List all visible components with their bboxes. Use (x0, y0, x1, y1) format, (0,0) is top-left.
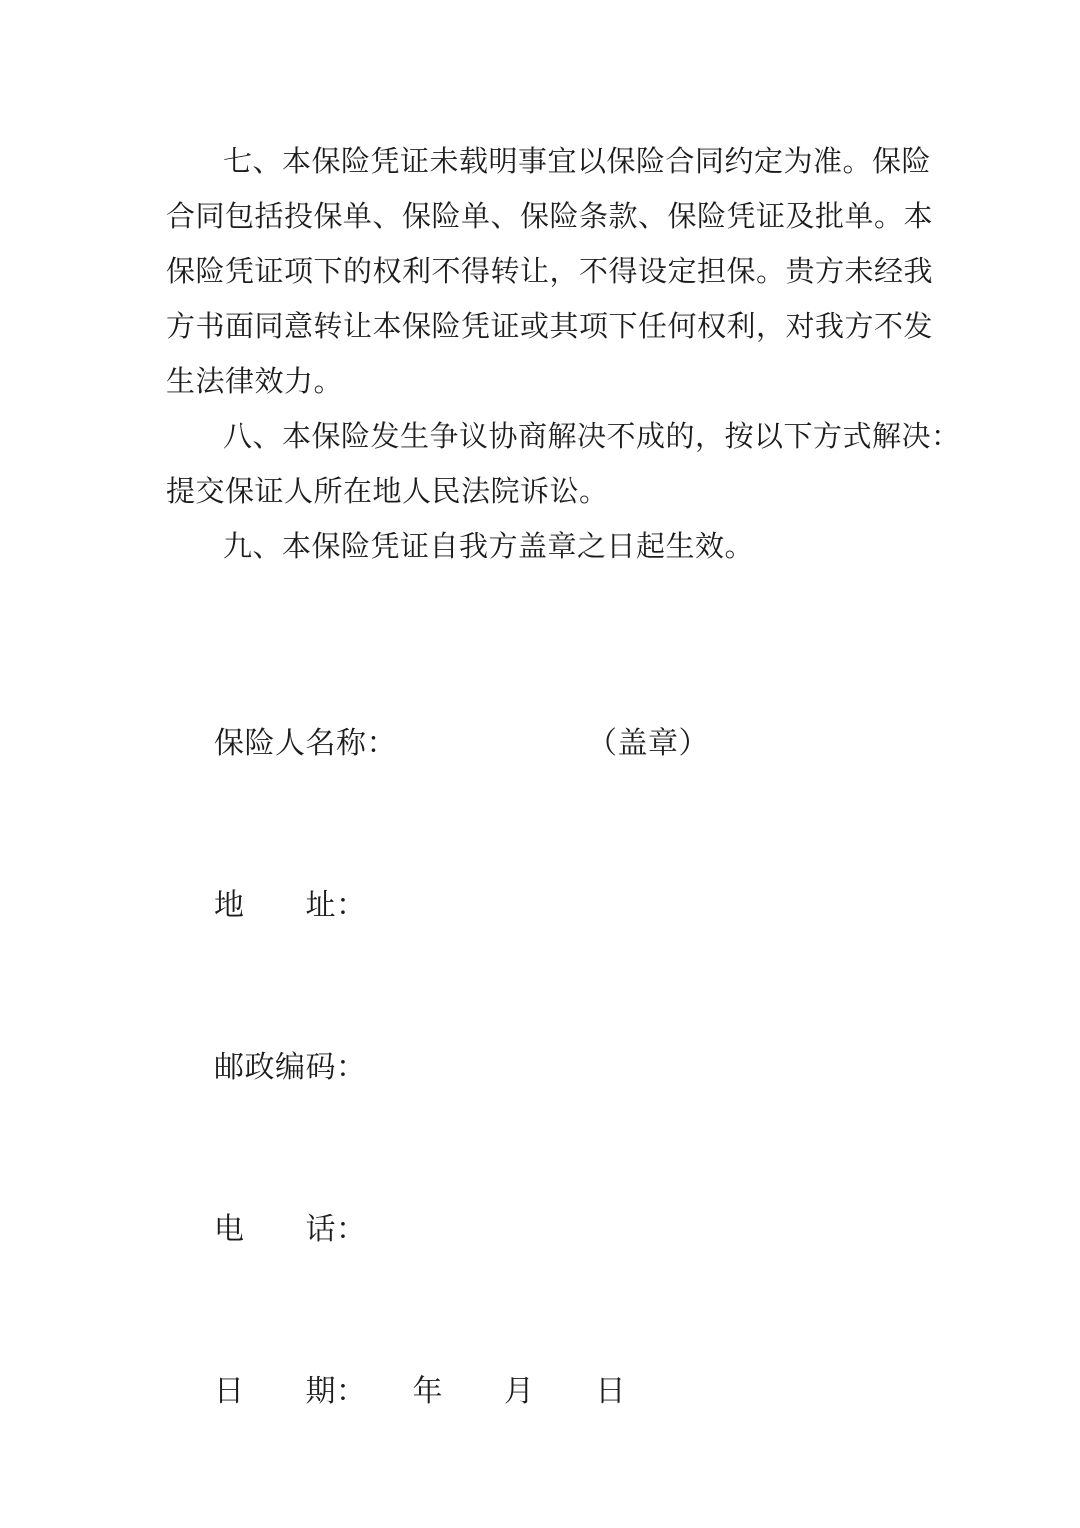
phone-row (166, 1149, 929, 1311)
clause-8-line: 八、本保险发生争议协商解决不成的，按以下方式解决： (223, 421, 961, 453)
insurer-name-row (166, 663, 929, 825)
address-row (166, 825, 929, 987)
insurer-name-label: 保险人名称： (214, 727, 397, 760)
date-row (166, 1311, 929, 1473)
clause-7-line: 生法律效力。 (166, 366, 344, 398)
postal-code-row (166, 987, 929, 1149)
clause-7-line: 合同包括投保单、保险单、保险条款、保险凭证及批单。本 (166, 201, 934, 233)
clause-7-line: 方书面同意转让本保险凭证或其项下任何权利，对我方不发 (166, 311, 934, 343)
clause-8-line: 提交保证人所在地人民法院诉讼。 (166, 476, 609, 508)
clause-7-line: 七、本保险凭证未载明事宜以保险合同约定为准。保险 (223, 146, 932, 178)
signature-block (166, 663, 929, 1473)
seal-placeholder: （盖章） (602, 727, 709, 760)
clause-9-line: 九、本保险凭证自我方盖章之日起生效。 (223, 531, 755, 563)
clauses-section (166, 135, 961, 575)
clause-7-line: 保险凭证项下的权利不得转让，不得设定担保。贵方未经我 (166, 256, 934, 288)
postal-code-label: 邮政编码： (214, 1051, 367, 1084)
phone-label: 电 话： (214, 1213, 367, 1246)
address-label: 地 址： (214, 889, 367, 922)
date-label: 日 期： 年 月 日 (214, 1375, 626, 1408)
